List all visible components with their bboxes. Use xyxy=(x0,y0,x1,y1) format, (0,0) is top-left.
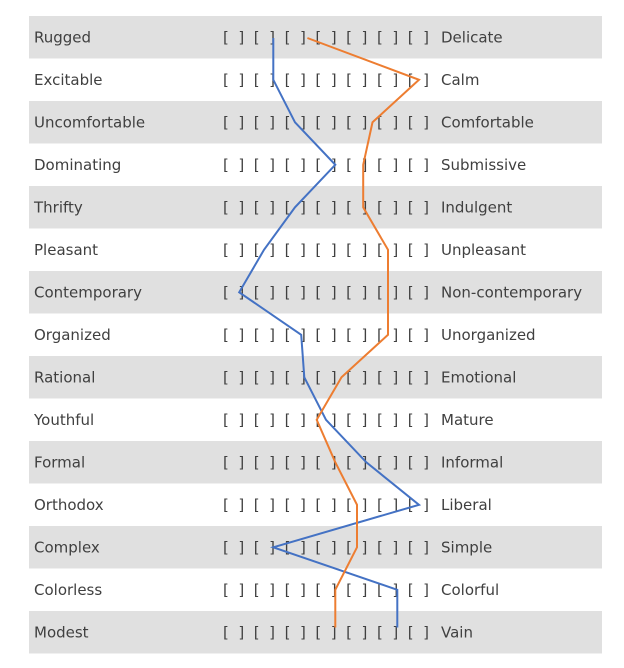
left-adjective-label: Thrifty xyxy=(34,198,83,217)
left-adjective-label: Youthful xyxy=(34,410,95,429)
left-adjective-label: Uncomfortable xyxy=(34,113,146,132)
rating-scale: [ ] [ ] [ ] [ ] [ ] [ ] [ ] xyxy=(223,453,429,472)
rating-scale: [ ] [ ] [ ] [ ] [ ] [ ] [ ] xyxy=(223,28,429,47)
right-adjective-label: Non-contemporary xyxy=(441,283,583,302)
right-adjective-label: Mature xyxy=(441,410,494,429)
rating-scale: [ ] [ ] [ ] [ ] [ ] [ ] [ ] xyxy=(223,410,429,429)
right-adjective-label: Comfortable xyxy=(441,113,534,132)
right-adjective-label: Delicate xyxy=(441,28,503,47)
right-adjective-label: Liberal xyxy=(441,495,492,514)
left-adjective-label: Modest xyxy=(34,623,89,642)
left-adjective-label: Pleasant xyxy=(34,240,99,259)
rating-scale: [ ] [ ] [ ] [ ] [ ] [ ] [ ] xyxy=(223,155,429,174)
right-adjective-label: Submissive xyxy=(441,155,527,174)
rating-scale: [ ] [ ] [ ] [ ] [ ] [ ] [ ] xyxy=(223,538,429,557)
left-adjective-label: Formal xyxy=(34,453,86,472)
left-adjective-label: Complex xyxy=(34,538,100,557)
left-adjective-label: Colorless xyxy=(34,580,103,599)
rating-scale: [ ] [ ] [ ] [ ] [ ] [ ] [ ] xyxy=(223,368,429,387)
right-adjective-label: Unpleasant xyxy=(441,240,526,259)
right-adjective-label: Emotional xyxy=(441,368,517,387)
rating-scale: [ ] [ ] [ ] [ ] [ ] [ ] [ ] xyxy=(223,580,429,599)
left-adjective-label: Orthodox xyxy=(34,495,104,514)
right-adjective-label: Vain xyxy=(441,623,473,642)
rating-scale: [ ] [ ] [ ] [ ] [ ] [ ] [ ] xyxy=(223,113,429,132)
right-adjective-label: Unorganized xyxy=(441,325,536,344)
rating-scale: [ ] [ ] [ ] [ ] [ ] [ ] [ ] xyxy=(223,623,429,642)
rating-scale: [ ] [ ] [ ] [ ] [ ] [ ] [ ] xyxy=(223,240,429,259)
rating-scale: [ ] [ ] [ ] [ ] [ ] [ ] [ ] xyxy=(223,495,429,514)
right-adjective-label: Calm xyxy=(441,70,480,89)
left-adjective-label: Organized xyxy=(34,325,111,344)
left-adjective-label: Rugged xyxy=(34,28,92,47)
right-adjective-label: Simple xyxy=(441,538,493,557)
right-adjective-label: Informal xyxy=(441,453,504,472)
left-adjective-label: Dominating xyxy=(34,155,122,174)
left-adjective-label: Contemporary xyxy=(34,283,142,302)
rating-scale: [ ] [ ] [ ] [ ] [ ] [ ] [ ] xyxy=(223,198,429,217)
rating-scale: [ ] [ ] [ ] [ ] [ ] [ ] [ ] xyxy=(223,283,429,302)
rating-scale: [ ] [ ] [ ] [ ] [ ] [ ] [ ] xyxy=(223,70,429,89)
right-adjective-label: Colorful xyxy=(441,580,500,599)
rating-scale: [ ] [ ] [ ] [ ] [ ] [ ] [ ] xyxy=(223,325,429,344)
left-adjective-label: Rational xyxy=(34,368,96,387)
right-adjective-label: Indulgent xyxy=(441,198,513,217)
left-adjective-label: Excitable xyxy=(34,70,103,89)
